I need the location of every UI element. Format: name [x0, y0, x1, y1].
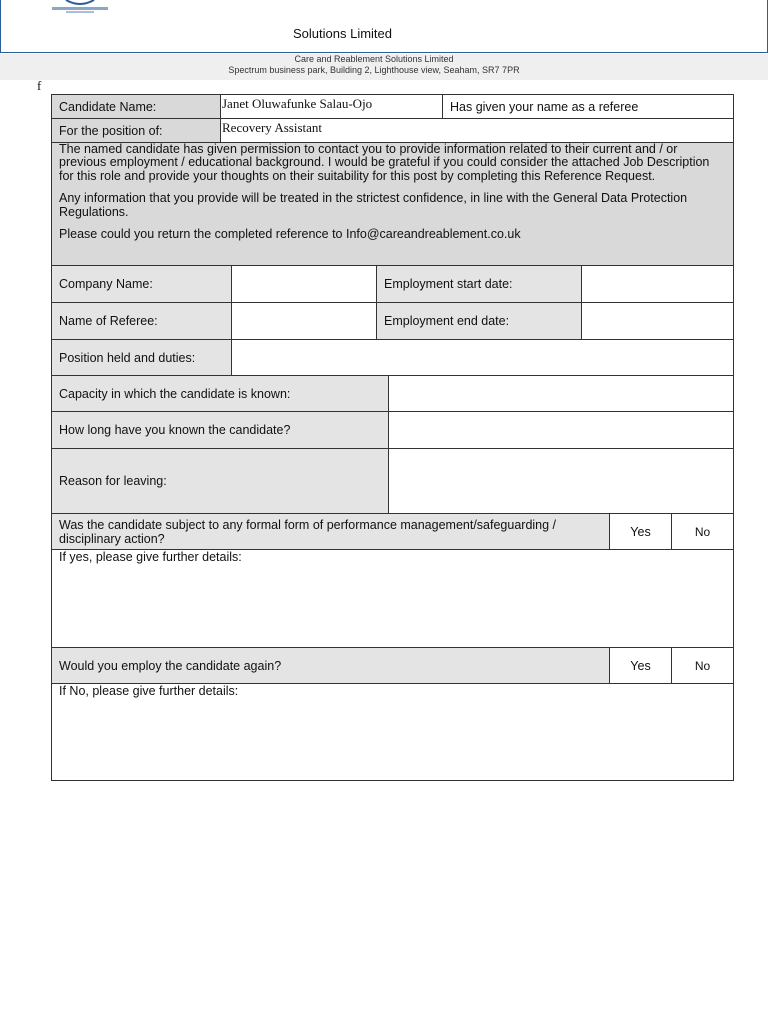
employ-again-no-option[interactable]: No [671, 647, 734, 684]
intro-paragraph-3: Please could you return the completed reference to Info@careandreablement.co.uk [59, 227, 521, 242]
company-name-label: Company Name: [51, 265, 232, 303]
how-long-label: How long have you known the candidate? [51, 411, 389, 449]
disciplinary-details-field[interactable]: If yes, please give further details: [51, 549, 734, 648]
start-date-label: Employment start date: [376, 265, 582, 303]
how-long-field[interactable] [388, 411, 734, 449]
position-held-label: Position held and duties: [51, 339, 232, 376]
company-logo [50, 0, 110, 14]
position-held-field[interactable] [231, 339, 734, 376]
intro-paragraph-2: Any information that you provide will be treated in the strictest confidence, in line with the General Data Protection Regulations. [59, 191, 688, 219]
candidate-name-field[interactable]: Janet Oluwafunke Salau-Ojo [220, 94, 443, 119]
company-address-name: Care and Reablement Solutions Limited [294, 54, 454, 64]
company-address-line: Spectrum business park, Building 2, Lighthouse view, Seaham, SR7 7PR [228, 65, 520, 75]
end-date-field[interactable] [581, 302, 734, 340]
end-date-label: Employment end date: [376, 302, 582, 340]
disciplinary-no-option[interactable]: No [671, 513, 734, 550]
referee-note: Has given your name as a referee [442, 94, 734, 119]
reason-field[interactable] [388, 448, 734, 514]
stray-character: f [37, 78, 42, 93]
capacity-label: Capacity in which the candidate is known: [51, 375, 389, 412]
start-date-field[interactable] [581, 265, 734, 303]
position-label: For the position of: [51, 118, 221, 143]
company-title: Solutions Limited [293, 26, 392, 41]
disciplinary-yes-option[interactable]: Yes [609, 513, 672, 550]
employ-again-question: Would you employ the candidate again? [51, 647, 610, 684]
reason-label: Reason for leaving: [51, 448, 389, 514]
employ-again-details-field[interactable]: If No, please give further details: [51, 683, 734, 781]
intro-block [51, 142, 734, 266]
employ-again-yes-option[interactable]: Yes [609, 647, 672, 684]
candidate-name-label: Candidate Name: [51, 94, 221, 119]
referee-name-field[interactable] [231, 302, 377, 340]
referee-name-label: Name of Referee: [51, 302, 232, 340]
company-name-field[interactable] [231, 265, 377, 303]
disciplinary-question: Was the candidate subject to any formal form of performance management/safeguarding / disciplinary action? [51, 513, 610, 550]
position-field[interactable]: Recovery Assistant [220, 118, 734, 143]
intro-paragraph-1: The named candidate has given permission to contact you to provide information related to their current and / or previous employment / educational background. I would be grateful if you could consider the attached Job Description for this role and provide your thoughts on their suitability for this post by completing this Reference Request. [59, 142, 710, 183]
capacity-field[interactable] [388, 375, 734, 412]
